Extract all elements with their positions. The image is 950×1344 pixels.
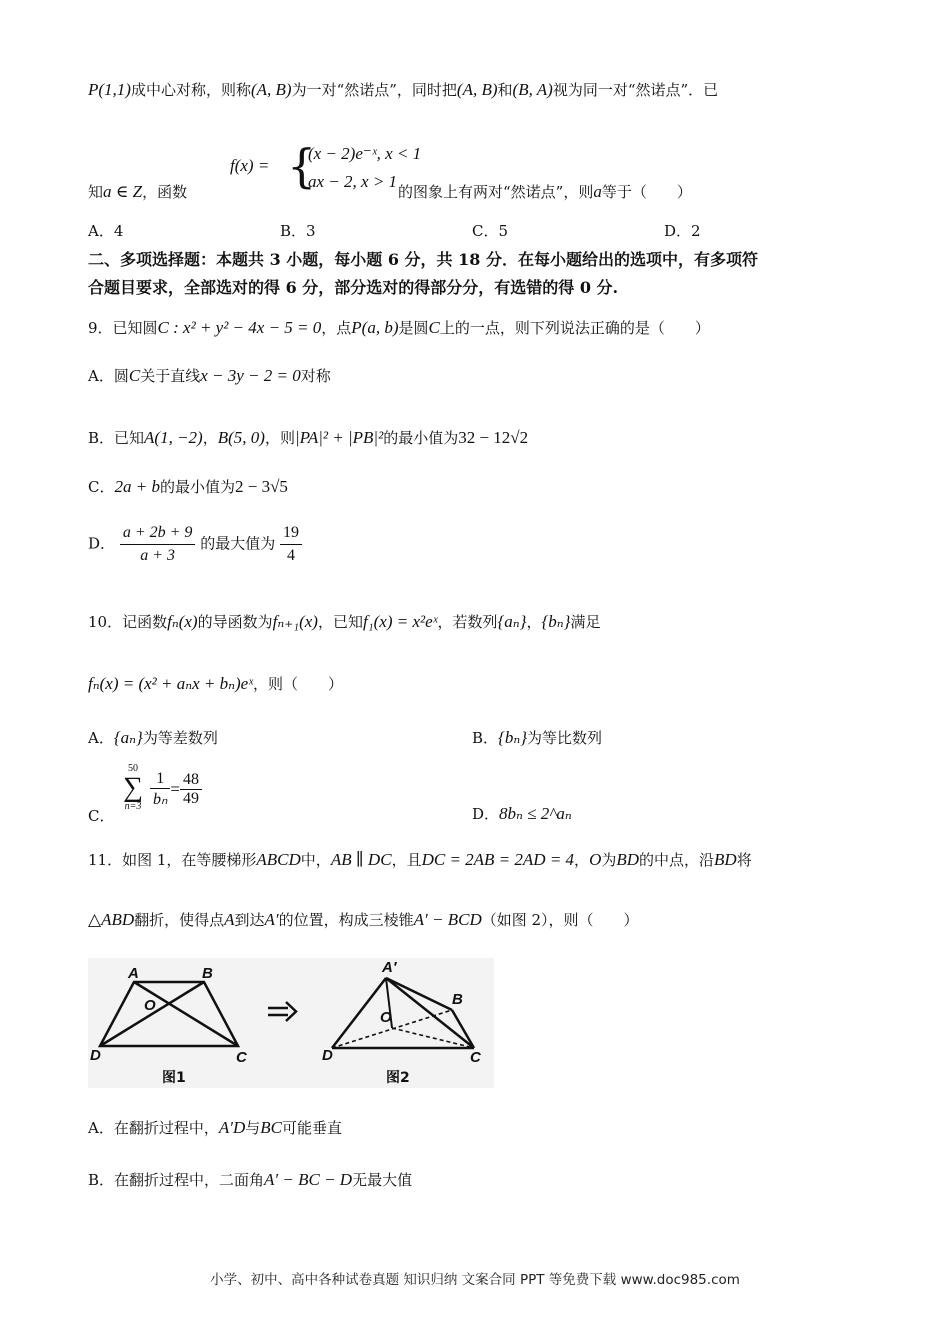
footer: 小学、初中、高中各种试卷真题 知识归纳 文案合同 PPT 等免费下载 www.doc985.com xyxy=(210,1272,740,1288)
q8-option-c: C．5 xyxy=(472,222,509,240)
q11-option-a: A．在翻折过程中，A′D与BC可能垂直 xyxy=(88,1118,342,1137)
q8-option-a: A．4 xyxy=(88,222,124,240)
fig2-label-c: C xyxy=(470,1049,481,1066)
q10-c-fraction: $\frac{1}{\text{bₙ}}$ = $\frac{48}{49}$ xyxy=(150,770,202,809)
fig2-label-d: D xyxy=(322,1047,333,1064)
q10-option-c-label: C． xyxy=(88,807,115,825)
fig1-label-d: D xyxy=(90,1047,101,1064)
q10-line2: fₙ(x) = (x² + aₙx + bₙ)eˣ，则（ ） xyxy=(88,674,344,693)
q9-option-b: B．已知A(1, −2)，B(5, 0)，则|PA|² + |PB|²的最小值为32 − 12√2 xyxy=(88,428,529,447)
piecewise-brace: { xyxy=(287,139,317,193)
q11-stem: 11．如图 1，在等腰梯形ABCD中，AB ∥ DC，且DC = 2AB = 2AD = 4，O为BD的中点，沿BD将 xyxy=(88,850,752,869)
section2-header-line1: 二、多项选择题：本题共 3 小题，每小题 6 分，共 18 分．在每小题给出的选项中，有多项符 xyxy=(88,250,758,269)
q8-option-b: B．3 xyxy=(280,222,316,240)
q9-option-c: C．2a + b的最小值为2 − 3√5 xyxy=(88,477,288,496)
fig2-label-a1: A′ xyxy=(382,959,397,976)
q8-line2-left: 知a ∈ Z，函数 xyxy=(88,182,188,201)
q8-func-lhs: f(x) = xyxy=(230,156,270,175)
fig2-caption: 图2 xyxy=(386,1070,410,1086)
fig1-caption: 图1 xyxy=(162,1070,186,1086)
q8-case1: (x − 2)e⁻ˣ, x < 1 xyxy=(308,144,422,163)
q11-line2: △ABD翻折，使得点A到达A′的位置，构成三棱锥A′ − BCD（如图 2），则（ ） xyxy=(88,910,639,929)
q10-c-sum: 50 ∑ n=3 xyxy=(123,763,143,812)
q10-stem: 10．记函数fₙ(x)的导函数为fₙ₊₁(x)，已知f₁(x) = x²eˣ，若数列{aₙ}，{bₙ}满足 xyxy=(88,612,601,631)
q8-line1: P(1,1)成中心对称，则称(A, B)为一对“然诺点”，同时把(A, B)和(B, A)视为同一对“然诺点”．已 xyxy=(88,80,719,99)
fig2-label-b: B xyxy=(452,991,463,1008)
fig1-label-a: A xyxy=(128,965,139,982)
section2-header-line2: 合题目要求，全部选对的得 6 分，部分选对的得部分分，有选错的得 0 分. xyxy=(88,278,619,297)
fig1-label-c: C xyxy=(236,1049,247,1066)
q11-figures xyxy=(88,958,494,1088)
q9-option-d: D． $\frac{a + 2b + 9}{a + 3}$ 的最大值为 $\frac{19}{4}$ xyxy=(88,522,302,567)
q9-d-fraction: $\frac{a + 2b + 9}{a + 3}$ xyxy=(120,522,196,567)
q9-option-a: A．圆C关于直线x − 3y − 2 = 0对称 xyxy=(88,366,331,385)
fig2-label-o: O xyxy=(380,1009,392,1026)
fig1-label-b: B xyxy=(202,965,213,982)
q9-stem: 9．已知圆C : x² + y² − 4x − 5 = 0，点P(a, b)是圆C上的一点，则下列说法正确的是（ ） xyxy=(88,318,710,337)
q9-d-value: $\frac{19}{4}$ xyxy=(280,522,302,567)
q8-case2: ax − 2, x > 1 xyxy=(308,172,398,191)
fig1-label-o: O xyxy=(144,997,156,1014)
q11-option-b: B．在翻折过程中，二面角A′ − BC − D无最大值 xyxy=(88,1170,413,1189)
q10-option-a: A．{aₙ}为等差数列 xyxy=(88,728,218,747)
q8-option-d: D．2 xyxy=(664,222,701,240)
figure-background xyxy=(88,958,494,1088)
q8-line2-right: 的图象上有两对“然诺点”，则a等于（ ） xyxy=(398,182,692,201)
q10-option-d: D．8bₙ ≤ 2^aₙ xyxy=(472,804,572,823)
q10-option-b: B．{bₙ}为等比数列 xyxy=(472,728,603,747)
